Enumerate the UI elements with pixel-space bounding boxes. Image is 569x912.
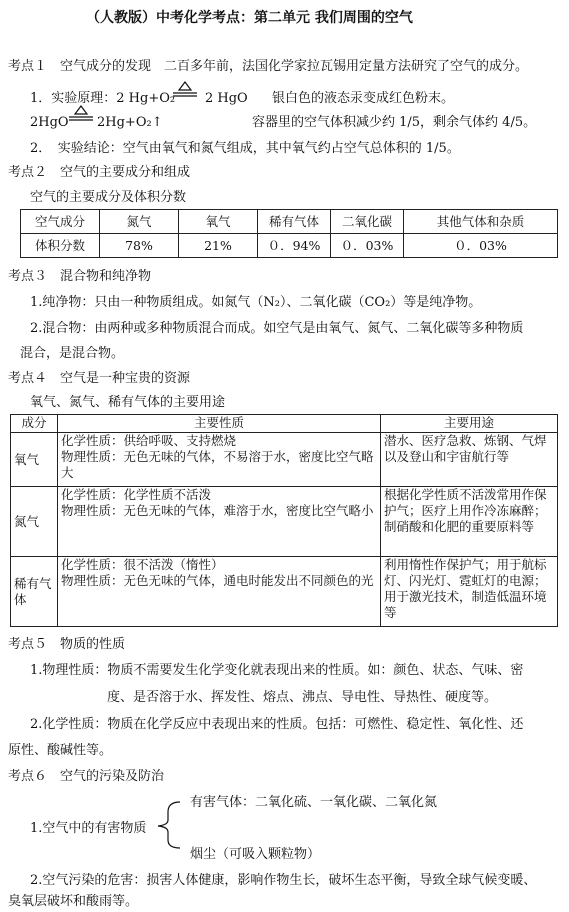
table-header-cell: 氮气 [100,210,179,234]
table-cell-name: 氮气 [11,487,58,557]
table-cell-property [58,433,381,487]
table-header-cell: 主要用途 [381,415,558,433]
kp1-heading: 考点１ 空气成分的发现 二百多年前，法国化学家拉瓦锡用定量方法研究了空气的成分。 [8,59,529,74]
harmful-gases: 有害气体：二氧化硫、一氧化碳、二氧化氮 [190,795,438,810]
kp2-table-caption: 空气的主要成分及体积分数 [30,190,187,205]
table-cell-name: 稀有气体 [11,557,58,627]
heat-arrow-icon [170,80,200,98]
kp4-table-caption: 氧气、氮气、稀有气体的主要用途 [30,395,226,410]
physical-property: 物理性质：无色无味的气体，通电时能发出不同颜色的光 [61,573,374,588]
table-row [11,487,558,557]
heat-arrow-icon [66,104,96,122]
kp2-heading: 考点２ 空气的主要成分和组成 [8,165,191,180]
table-header-cell: 主要性质 [58,415,381,433]
kp1-decomp-product: 2Hg+O₂↑ [97,115,163,130]
page-title: （人教版）中考化学考点：第二单元 我们周围的空气 [86,10,413,26]
physical-property: 物理性质：无色无味的气体，难溶于水，密度比空气略小 [61,503,374,518]
kp5-physical-cont: 度、是否溶于水、挥发性、熔点、沸点、导电性、导热性、硬度等。 [107,690,498,705]
table-cell: ０．03% [404,234,558,258]
kp6-heading: 考点６ 空气的污染及防治 [8,769,165,784]
table-row [21,234,558,258]
table-header-row [21,210,558,234]
kp5-heading: 考点５ 物质的性质 [8,637,126,652]
kp5-chemical-cont: 原性、酸碱性等。 [8,743,113,758]
air-composition-table [20,209,558,258]
physical-property: 物理性质：无色无味的气体，不易溶于水，密度比空气略大 [61,449,374,480]
table-header-cell: 二氧化碳 [331,210,404,234]
harmful-substances-label: 1.空气中的有害物质 [30,821,147,836]
kp6-hazards-cont: 臭氧层破坏和酸雨等。 [8,894,139,909]
kp1-principle-product: 2 HgO [205,91,248,106]
table-row [11,557,558,627]
table-cell-property [58,487,381,557]
table-header-row [11,415,558,433]
kp3-heading: 考点３ 混合物和纯净物 [8,269,152,284]
table-cell-property [58,557,381,627]
table-header-cell: 氧气 [179,210,258,234]
table-row [11,433,558,487]
table-cell-use: 潜水、医疗急救、炼钢、气焊以及登山和宇宙航行等 [381,433,558,487]
kp1-decomp-left: 2HgO [30,115,69,130]
table-header-cell: 稀有气体 [258,210,331,234]
kp6-hazards: 2.空气污染的危害：损害人体健康，影响作物生长，破坏生态平衡，导致全球气候变暖、 [30,873,537,888]
table-cell-use: 根据化学性质不活泼常用作保护气；医疗上用作冷冻麻醉；制硝酸和化肥的重要原料等 [381,487,558,557]
kp1-principle-observation: 银白色的液态汞变成红色粉末。 [272,91,455,106]
chemical-property: 化学性质：供给呼吸、支持燃烧 [61,433,237,448]
table-cell: 21% [179,234,258,258]
table-cell: 体积分数 [21,234,100,258]
gas-uses-table [10,414,558,627]
table-cell: ０．94% [258,234,331,258]
chemical-property: 化学性质：很不活泼（惰性） [61,557,224,572]
table-header-cell: 其他气体和杂质 [404,210,558,234]
smoke-dust: 烟尘（可吸入颗粒物） [190,847,321,862]
table-cell-name: 氧气 [11,433,58,487]
kp1-principle-left: 1．实验原理：2 Hg+O₂ [30,91,176,106]
table-header-cell: 空气成分 [21,210,100,234]
brace-icon [150,800,184,850]
table-header-cell: 成分 [11,415,58,433]
kp1-decomp-observation: 容器里的空气体积减少约 1/5，剩余气体约 4/5。 [252,115,537,130]
table-cell: ０．03% [331,234,404,258]
table-cell: 78% [100,234,179,258]
kp5-chemical: 2.化学性质：物质在化学反应中表现出来的性质。包括：可燃性、稳定性、氧化性、还 [30,717,524,732]
kp3-mixture: 2.混合物：由两种或多种物质混合而成。如空气是由氧气、氮气、二氧化碳等多种物质 [30,321,524,336]
kp3-pure-substance: 1.纯净物：只由一种物质组成。如氮气（N₂）、二氧化碳（CO₂）等是纯净物。 [30,295,482,310]
kp4-heading: 考点４ 空气是一种宝贵的资源 [8,371,191,386]
chemical-property: 化学性质：化学性质不活泼 [61,487,212,502]
kp3-mixture-cont: 混合，是混合物。 [20,346,125,361]
table-cell-use: 利用惰性作保护气；用于航标灯、闪光灯、霓虹灯的电源；用于激光技术，制造低温环境等 [381,557,558,627]
kp5-physical: 1.物理性质：物质不需要发生化学变化就表现出来的性质。如：颜色、状态、气味、密 [30,663,524,678]
kp1-conclusion: 2． 实验结论：空气由氧气和氮气组成，其中氧气约占空气总体积的 1/5。 [30,141,460,156]
